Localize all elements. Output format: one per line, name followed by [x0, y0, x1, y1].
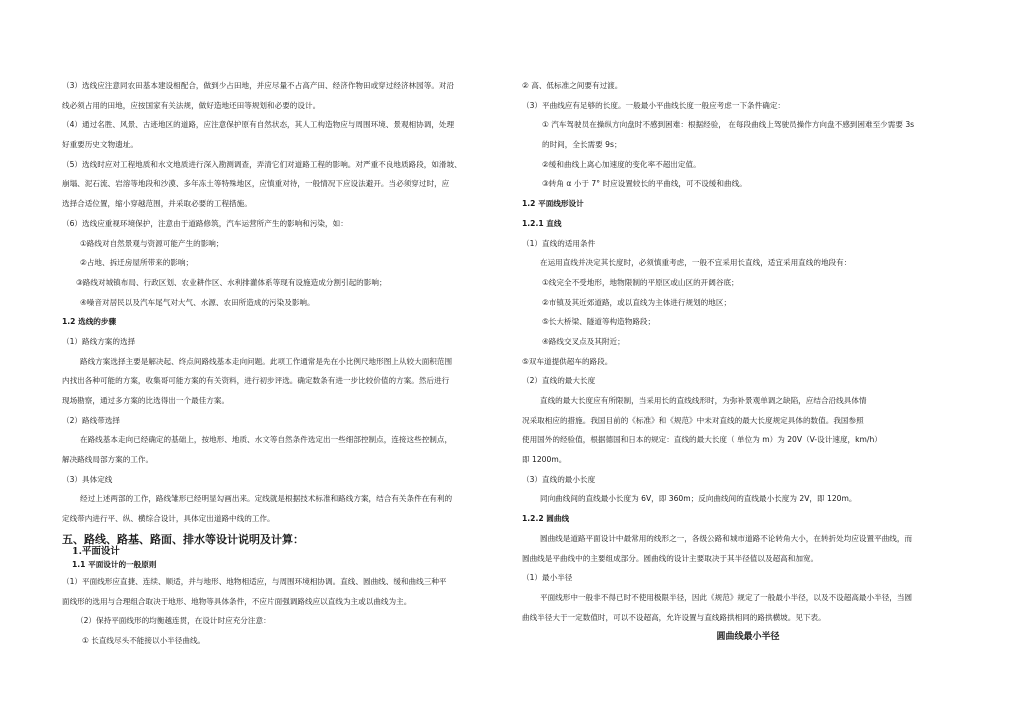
text-line: 况采取相应的措施。我国目前的《标准》和《规范》中未对直线的最大长度规定具体的数值。我国参照	[522, 415, 864, 425]
text-line: （1）平面线形应直捷、连续、顺适，并与地形、地物相适应，与周围环境相协调。直线、圆曲线、缓和曲线三种平	[62, 576, 447, 586]
text-line: 平面线形中一般非不得已时不使用极限半径，因此《规范》规定了一般最小半径，以及不设超高最小半径，当圆	[540, 592, 913, 602]
text-line: ①路线对自然景观与资源可能产生的影响；	[80, 238, 224, 248]
text-line: ① 汽车驾驶员在操纵方向盘时不感到困难：根据经验， 在每段曲线上驾驶员操作方向盘不感到困难至少需要 3s	[542, 120, 915, 130]
text-line: ① 长直线尽头不能接以小半径曲线。	[82, 635, 206, 645]
text-line: （1）最小半径	[522, 573, 573, 583]
text-line: 好重要历史文物遗址。	[62, 140, 138, 150]
text-line: ③路线对城镇布局、行政区划、农业耕作区、水利排灌体系等现有设施造成分割引起的影响；	[76, 277, 387, 287]
text-line: （4）通过名胜、风景、古迹地区的道路，应注意保护原有自然状态，其人工构造物应与周围环境、景观相协调，处理	[62, 120, 455, 130]
subheading: 1.2.1 直线	[522, 218, 562, 228]
text-line: 路线方案选择主要是解决起、终点间路线基本走向问题。此项工作通常是先在小比例尺地形图上从较大面积范围	[80, 356, 453, 366]
text-line: 圆曲线是道路平面设计中最常用的线形之一，各级公路和城市道路不论转角大小，在转折处均应设置平曲线，而	[540, 533, 913, 543]
text-line: ⑤长大桥梁、隧道等构造物路段；	[542, 317, 656, 327]
subheading: 1.2 选线的步骤	[62, 317, 117, 327]
text-line: 即 1200m。	[522, 455, 567, 465]
left-paragraphs	[62, 80, 512, 525]
text-line: 经过上述两部的工作，路线雏形已经明显勾画出来。定线就是根据技术标准和路线方案，结合有关条件在有利的	[80, 494, 453, 504]
text-line: （2）直线的最大长度	[522, 376, 596, 386]
text-line: 崩塌、泥石流、岩溶等地段和沙漠、多年冻土等特殊地区，应慎重对待，一般情况下应设法避开。当必须穿过时，应	[62, 179, 450, 189]
text-line: 直线的最大长度应有所限制，当采用长的直线线形时，为弥补景观单调之缺陷，应结合沿线具体情	[540, 396, 867, 405]
text-line: 现场勘察，通过多方案的比选得出一个最佳方案。	[62, 396, 230, 405]
right-paragraphs	[522, 80, 974, 624]
text-line: ⑤双车道提供超车的路段。	[522, 356, 613, 366]
text-line: 在运用直线并决定其长度时，必须慎重考虑，一般不宜采用长直线，适宜采用直线的地段有：	[540, 258, 852, 268]
text-line: ④路线交叉点及其附近；	[542, 336, 625, 346]
subheading: 1.2.2 圆曲线	[522, 514, 570, 524]
left-tail-paragraphs	[62, 576, 512, 647]
text-line: ②缓和曲线上离心加速度的变化率不超出定值。	[542, 159, 701, 169]
right-column	[522, 80, 974, 643]
text-line: 面线形的选用与合理组合取决于地形、地物等具体条件，不应片面强调路线应以直线为主或以曲线为主。	[62, 596, 412, 606]
left-column	[62, 80, 512, 655]
general-principles-heading: 1.1 平面设计的一般原则	[72, 559, 157, 569]
text-line: （2）路线带选择	[62, 415, 120, 425]
text-line: 同向曲线间的直线最小长度为 6V，即 360m；反向曲线间的直线最小长度为 2V，即 120m。	[540, 494, 857, 504]
text-line: （1）直线的适用条件	[522, 238, 596, 248]
text-line: （5）选线时应对工程地质和水文地质进行深入勘测调查，弄清它们对道路工程的影响。对严重不良地质路段，如滑坡、	[62, 159, 462, 169]
table-title: 圆曲线最小半径	[716, 632, 780, 643]
text-line: 定线带内进行平、纵、横综合设计，具体定出道路中线的工作。	[62, 514, 275, 524]
text-line: 线必须占用的田地，应按国家有关法规，做好造地还田等规划和必要的设计。	[62, 100, 321, 110]
text-line: ①线完全不受地形，地物限制的平原区或山区的开阔谷底；	[542, 277, 739, 287]
text-line: ③转角 α 小于 7° 时应设置较长的平曲线，可不设缓和曲线。	[542, 179, 747, 189]
text-line: ④噪音对居民以及汽车尾气对大气、水源、农田所造成的污染及影响。	[80, 297, 315, 307]
text-line: 选择合适位置，缩小穿越范围，并采取必要的工程措施。	[62, 199, 252, 209]
text-line: ②占地、拆迁房屋所带来的影响；	[80, 258, 194, 268]
text-line: ②市镇及其近郊道路，或以直线为主体进行规划的地区；	[542, 297, 732, 307]
text-line: （6）选线应重视环境保护，注意由于道路修筑，汽车运营所产生的影响和污染，如：	[62, 218, 348, 228]
text-line: （3）选线应注意同农田基本建设相配合，做到少占田地，并应尽量不占高产田、经济作物田或穿过经济林园等。对沿	[62, 81, 455, 90]
text-line: 在路线基本走向已经确定的基础上，按地形、地质、水文等自然条件选定出一些细部控制点，连接这些控制点，	[80, 435, 453, 445]
text-line: 使用国外的经验值，根据德国和日本的规定：直线的最大长度（ 单位为 m）为 20V（V-设计速度，km/h）	[522, 435, 882, 445]
section-5-heading: 五、路线、路基、路面、排水等设计说明及计算：	[62, 532, 304, 546]
text-line: 曲线半径大于一定数值时，可以不设超高，允许设置与直线路拱相同的路拱横坡。见下表。	[522, 612, 826, 622]
text-line: 内找出各种可能的方案，收集哥可能方案的有关资料，进行初步评选。确定数条有进一步比较价值的方案。然后进行	[62, 376, 450, 386]
subheading: 1.2 平面线形设计	[522, 199, 584, 209]
text-line: （2）保持平面线形的均衡越连贯，在设计时应充分注意：	[76, 616, 271, 626]
text-line: 的时间，全长需要 9s；	[542, 140, 622, 150]
text-line: ② 高、低标准之间要有过渡。	[522, 81, 623, 90]
text-line: （3）直线的最小长度	[522, 474, 596, 484]
text-line: （1）路线方案的选择	[62, 336, 136, 346]
text-line: 圆曲线是平曲线中的主要组成部分。圆曲线的设计主要取决于其半径值以及超高和加宽。	[522, 553, 819, 563]
text-line: 解决路线局部方案的工作。	[62, 455, 154, 465]
text-line: （3）平曲线应有足够的长度。一般最小平曲线长度一般应考虑一下条件确定：	[522, 100, 786, 110]
text-line: （3）具体定线	[62, 474, 113, 484]
plane-design-heading: 1.平面设计	[72, 545, 120, 557]
